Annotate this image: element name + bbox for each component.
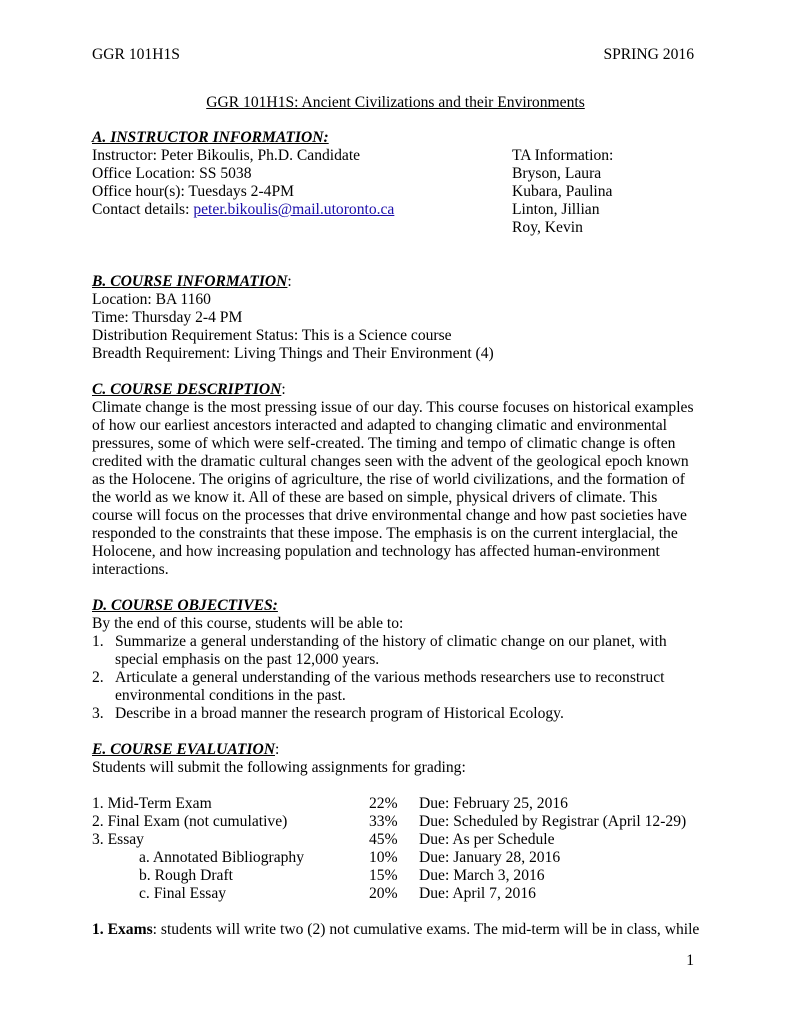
section-a-heading-wrap — [92, 129, 697, 147]
evaluation-row — [92, 813, 697, 831]
section-b-colon: : — [287, 273, 292, 290]
section-e-heading-wrap — [92, 741, 697, 759]
objective-line: Articulate a general understanding of the various methods researchers use to reconstruct — [115, 669, 665, 686]
section-a-heading: A. INSTRUCTOR INFORMATION: — [92, 129, 329, 146]
evaluation-row — [92, 795, 697, 813]
header-term: SPRING 2016 — [603, 46, 694, 63]
evaluation-weight: 15% — [369, 867, 398, 884]
description-line: course will focus on the processes that drive environmental change and how past societies have — [92, 507, 687, 524]
description-line: the world as we know it. All of these are based on simple, physical drivers of climate. This — [92, 489, 658, 506]
evaluation-weight: 33% — [369, 813, 398, 830]
evaluation-intro: Students will submit the following assignments for grading: — [92, 759, 466, 776]
evaluation-table — [92, 795, 697, 903]
evaluation-weight: 45% — [369, 831, 398, 848]
evaluation-item: c. Final Essay — [139, 885, 227, 902]
evaluation-weight: 22% — [369, 795, 398, 812]
section-e-colon: : — [274, 741, 280, 758]
exams-text: : students will write two (2) not cumulative exams. The mid-term will be in class, while — [152, 921, 700, 938]
description-line: responded to the constraints that these impose. The emphasis is on the current interglacial, the — [92, 525, 678, 542]
exams-paragraph — [92, 921, 700, 939]
evaluation-weight: 10% — [369, 849, 398, 866]
evaluation-row — [92, 867, 697, 885]
contact-label: Contact details: — [92, 201, 194, 218]
breadth-requirement: Breadth Requirement: Living Things and Their Environment (4) — [92, 345, 494, 362]
objective-item — [92, 633, 697, 669]
evaluation-due: Due: March 3, 2016 — [419, 867, 545, 884]
header-course-code: GGR 101H1S — [92, 46, 180, 63]
objective-line: environmental conditions in the past. — [115, 687, 346, 704]
description-line: credited with the dramatic cultural changes seen with the advent of the geological epoch known — [92, 453, 689, 470]
evaluation-item: a. Annotated Bibliography — [139, 849, 305, 866]
document-body — [92, 129, 700, 939]
section-c-heading-wrap — [92, 381, 697, 399]
objective-number: 3. — [92, 705, 104, 722]
course-description — [92, 399, 697, 579]
objective-item — [92, 669, 697, 705]
instructor-details — [92, 147, 394, 219]
description-line: of how our earliest ancestors interacted and adapted to changing climatic and environmental — [92, 417, 668, 434]
description-line: pressures, some of which were self-created. The timing and tempo of climatic change is often — [92, 435, 676, 452]
objectives-list — [92, 633, 697, 723]
evaluation-row — [92, 885, 697, 903]
ta-details — [512, 147, 613, 237]
evaluation-due: Due: January 28, 2016 — [419, 849, 561, 866]
evaluation-row — [92, 849, 697, 867]
evaluation-item: b. Rough Draft — [139, 867, 233, 884]
section-e-heading: E. COURSE EVALUATION — [92, 741, 275, 758]
office-location: Office Location: SS 5038 — [92, 165, 252, 182]
evaluation-item: 1. Mid-Term Exam — [92, 795, 212, 812]
evaluation-item: 2. Final Exam (not cumulative) — [92, 813, 288, 830]
description-line: Climate change is the most pressing issue of our day. This course focuses on historical examples — [92, 399, 694, 416]
section-d-heading-wrap — [92, 597, 697, 615]
evaluation-due: Due: Scheduled by Registrar (April 12-29) — [419, 813, 687, 830]
evaluation-due: Due: As per Schedule — [419, 831, 555, 848]
description-line: interactions. — [92, 561, 169, 578]
exams-label: 1. Exams — [92, 921, 153, 938]
distribution-requirement: Distribution Requirement Status: This is a Science course — [92, 327, 452, 344]
course-location: Location: BA 1160 — [92, 291, 211, 308]
page-number: 1 — [686, 952, 694, 969]
instructor-info — [92, 147, 697, 255]
evaluation-item: 3. Essay — [92, 831, 144, 848]
document-title: GGR 101H1S: Ancient Civilizations and their Environments — [206, 94, 585, 111]
contact-details — [92, 201, 394, 219]
objective-line: Describe in a broad manner the research program of Historical Ecology. — [115, 705, 564, 722]
office-hours: Office hour(s): Tuesdays 2-4PM — [92, 183, 294, 200]
course-time: Time: Thursday 2-4 PM — [92, 309, 243, 326]
ta-name: Linton, Jillian — [512, 201, 600, 218]
description-line: as the Holocene. The origins of agriculture, the rise of world civilizations, and the formation of — [92, 471, 685, 488]
objective-number: 1. — [92, 633, 104, 650]
ta-heading: TA Information: — [512, 147, 614, 164]
evaluation-row — [92, 831, 697, 849]
evaluation-weight: 20% — [369, 885, 398, 902]
section-c-colon: : — [281, 381, 286, 398]
section-b-heading-wrap — [92, 273, 697, 291]
instructor-email-link[interactable]: peter.bikoulis@mail.utoronto.ca — [193, 201, 395, 218]
objective-line: Summarize a general understanding of the history of climatic change on our planet, with — [115, 633, 667, 650]
evaluation-due: Due: February 25, 2016 — [419, 795, 568, 812]
ta-name: Kubara, Paulina — [512, 183, 613, 200]
section-d-heading: D. COURSE OBJECTIVES: — [92, 597, 278, 614]
objective-line: special emphasis on the past 12,000 years. — [115, 651, 380, 668]
description-line: Holocene, and how increasing population and technology has affected human-environment — [92, 543, 660, 560]
section-b-heading: B. COURSE INFORMATION — [92, 273, 288, 290]
ta-name: Bryson, Laura — [512, 165, 602, 182]
instructor-name: Instructor: Peter Bikoulis, Ph.D. Candidate — [92, 147, 361, 164]
section-c-heading: C. COURSE DESCRIPTION — [92, 381, 282, 398]
evaluation-due: Due: April 7, 2016 — [419, 885, 536, 902]
objective-item — [92, 705, 697, 723]
objectives-intro: By the end of this course, students will be able to: — [92, 615, 404, 632]
ta-name: Roy, Kevin — [512, 219, 583, 236]
objective-number: 2. — [92, 669, 104, 686]
